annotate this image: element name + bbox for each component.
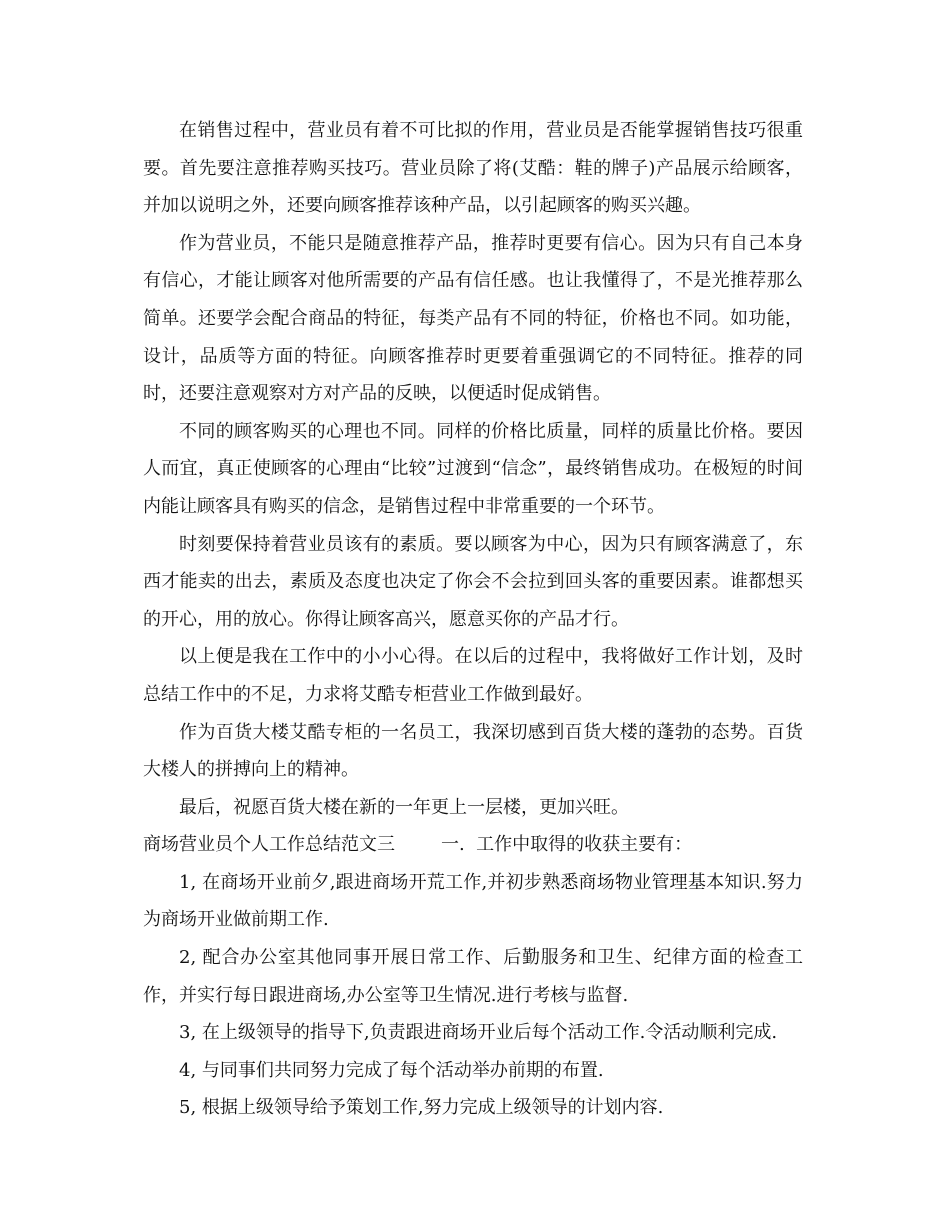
section-subtitle: 一. 工作中取得的收获主要有：: [441, 834, 693, 856]
paragraph-sales-skills: 在销售过程中，营业员有着不可比拟的作用，营业员是否能掌握销售技巧很重要。首先要注意推荐购买技巧。营业员除了将(艾酷：鞋的牌子)产品展示给顾客，并加以说明之外，还要向顾客推荐该种产品，以引起顾客的购买兴趣。: [143, 120, 803, 217]
list-item-4: 4, 与同事们共同努力完成了每个活动举办前期的布置.: [179, 1059, 604, 1081]
paragraph-customer-psychology: 不同的顾客购买的心理也不同。同样的价格比质量，同样的质量比价格。要因人而宜，真正使顾客的心理由“比较”过渡到“信念”，最终销售成功。在极短的时间内能让顾客具有购买的信念，是销售过程中非常重要的一个环节。: [143, 420, 803, 517]
list-item-1: 1, 在商场开业前夕,跟进商场开荒工作,并初步熟悉商场物业管理基本知识.努力为商场开业做前期工作.: [143, 871, 803, 931]
paragraph-employee-feeling: 作为百货大楼艾酷专柜的一名员工，我深切感到百货大楼的蓬勃的态势。百货大楼人的拼搏向上的精神。: [143, 721, 803, 781]
paragraph-closing-wish: 最后，祝愿百货大楼在新的一年更上一层楼，更加兴旺。: [179, 796, 629, 818]
list-item-5: 5, 根据上级领导给予策划工作,努力完成上级领导的计划内容.: [179, 1097, 664, 1119]
section-heading: [143, 826, 803, 864]
paragraph-summary: 以上便是我在工作中的小小心得。在以后的过程中，我将做好工作计划，及时总结工作中的不足，力求将艾酷专柜营业工作做到最好。: [143, 646, 803, 705]
paragraph-recommend-confidence: 作为营业员，不能只是随意推荐产品，推荐时更要有信心。因为只有自己本身有信心，才能让顾客对他所需要的产品有信任感。也让我懂得了，不是光推荐那么简单。还要学会配合商品的特征，每类产品有不同的特征，价格也不同。如功能，设计，品质等方面的特征。向顾客推荐时更要着重强调它的不同特征。推荐的同时，还要注意观察对方对产品的反映，以便适时促成销售。: [143, 232, 803, 405]
paragraph-quality-attitude: 时刻要保持着营业员该有的素质。要以顾客为中心，因为只有顾客满意了，东西才能卖的出去，素质及态度也决定了你会不会拉到回头客的重要因素。谁都想买的开心，用的放心。你得让顾客高兴，愿意买你的产品才行。: [143, 533, 803, 630]
list-item-2: 2, 配合办公室其他同事开展日常工作、后勤服务和卫生、纪律方面的检查工作，并实行每日跟进商场,办公室等卫生情况.进行考核与监督.: [143, 947, 803, 1006]
section-title: 商场营业员个人工作总结范文三: [143, 834, 395, 856]
document-body: [143, 112, 803, 1127]
list-item-3: 3, 在上级领导的指导下,负责跟进商场开业后每个活动工作.令活动顺利完成.: [179, 1022, 778, 1044]
